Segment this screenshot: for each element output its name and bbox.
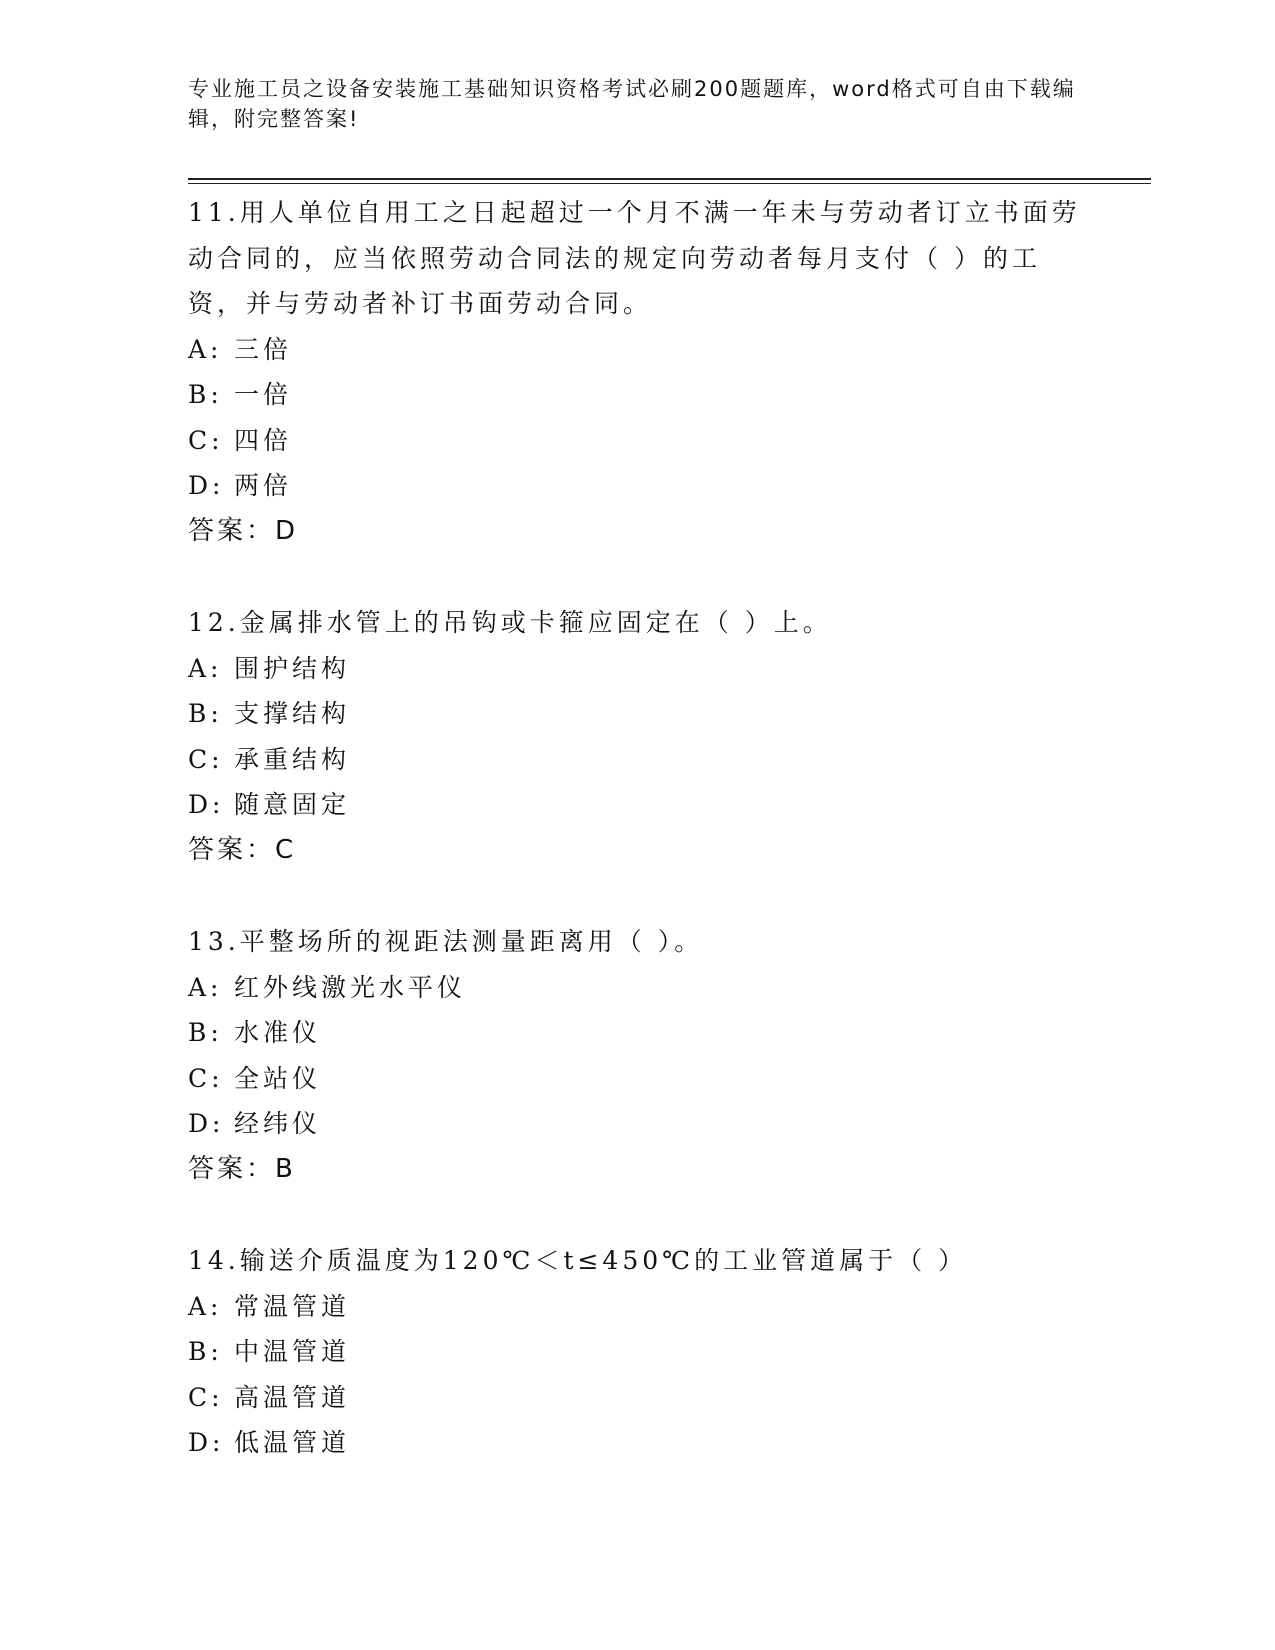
answer-value: D <box>275 515 299 546</box>
question-11 <box>188 190 1088 554</box>
option-c <box>188 737 1088 783</box>
question-stem: 14.输送介质温度为120℃＜t≤450℃的工业管道属于（ ） <box>188 1246 968 1275</box>
answer-label: 答案： <box>188 1153 276 1184</box>
question-list <box>188 190 1088 1512</box>
option-letter: C: <box>188 425 224 455</box>
answer-line <box>188 509 1088 555</box>
question-stem: 11.用人单位自用工之日起超过一个月不满一年未与劳动者订立书面劳动合同的，应当依照劳动合同法的规定向劳动者每月支付（ ）的工资，并与劳动者补订书面劳动合同。 <box>188 198 1081 318</box>
option-text: 中温管道 <box>234 1337 351 1366</box>
answer-line <box>188 1147 1088 1193</box>
option-letter: B: <box>188 1337 223 1366</box>
question-14 <box>188 1238 1088 1466</box>
option-d <box>188 463 1088 509</box>
option-letter: D: <box>188 1428 225 1457</box>
option-letter: D: <box>188 1109 225 1138</box>
option-a <box>188 327 1088 373</box>
answer-value: C <box>275 834 297 865</box>
option-text: 一倍 <box>234 380 293 409</box>
option-c <box>188 1056 1088 1102</box>
option-text: 两倍 <box>234 471 293 500</box>
option-text: 水准仪 <box>234 1018 322 1047</box>
answer-value: B <box>275 1153 296 1184</box>
option-letter: C: <box>188 744 224 774</box>
document-header: 专业施工员之设备安装施工基础知识资格考试必刷200题题库，word格式可自由下载编辑，附完整答案! <box>188 77 1076 131</box>
option-text: 支撑结构 <box>234 699 351 728</box>
option-letter: A: <box>188 334 223 364</box>
option-b <box>188 1010 1088 1056</box>
option-text: 红外线激光水平仪 <box>234 972 467 1002</box>
option-a <box>188 965 1088 1011</box>
option-b <box>188 372 1088 418</box>
option-text: 承重结构 <box>234 744 351 774</box>
answer-line <box>188 828 1088 874</box>
header-divider-thick <box>188 178 1151 180</box>
option-letter: C: <box>188 1063 224 1093</box>
option-letter: D: <box>188 790 225 819</box>
option-a <box>188 1284 1088 1330</box>
option-text: 四倍 <box>234 425 293 455</box>
option-text: 随意固定 <box>234 790 351 819</box>
option-letter: D: <box>188 471 225 500</box>
option-letter: B: <box>188 1018 223 1047</box>
question-stem: 13.平整场所的视距法测量距离用（ ）。 <box>188 927 704 956</box>
option-letter: B: <box>188 380 223 409</box>
option-a <box>188 646 1088 692</box>
option-text: 高温管道 <box>234 1382 351 1412</box>
question-13 <box>188 919 1088 1192</box>
option-d <box>188 1101 1088 1147</box>
option-letter: C: <box>188 1382 224 1412</box>
option-text: 全站仪 <box>234 1063 322 1093</box>
header-divider-thin <box>188 183 1151 184</box>
option-text: 常温管道 <box>234 1291 351 1321</box>
option-letter: A: <box>188 972 223 1002</box>
option-d <box>188 1420 1088 1466</box>
option-text: 低温管道 <box>234 1428 351 1457</box>
question-12 <box>188 600 1088 873</box>
option-letter: A: <box>188 653 223 683</box>
answer-label: 答案： <box>188 515 276 546</box>
option-text: 三倍 <box>234 334 293 364</box>
question-stem: 12.金属排水管上的吊钩或卡箍应固定在（ ）上。 <box>188 608 832 637</box>
option-d <box>188 782 1088 828</box>
option-c <box>188 418 1088 464</box>
option-text: 围护结构 <box>234 653 351 683</box>
answer-label: 答案： <box>188 834 276 865</box>
option-b <box>188 691 1088 737</box>
option-letter: A: <box>188 1291 223 1321</box>
option-text: 经纬仪 <box>234 1109 322 1138</box>
option-letter: B: <box>188 699 223 728</box>
option-b <box>188 1329 1088 1375</box>
option-c <box>188 1375 1088 1421</box>
